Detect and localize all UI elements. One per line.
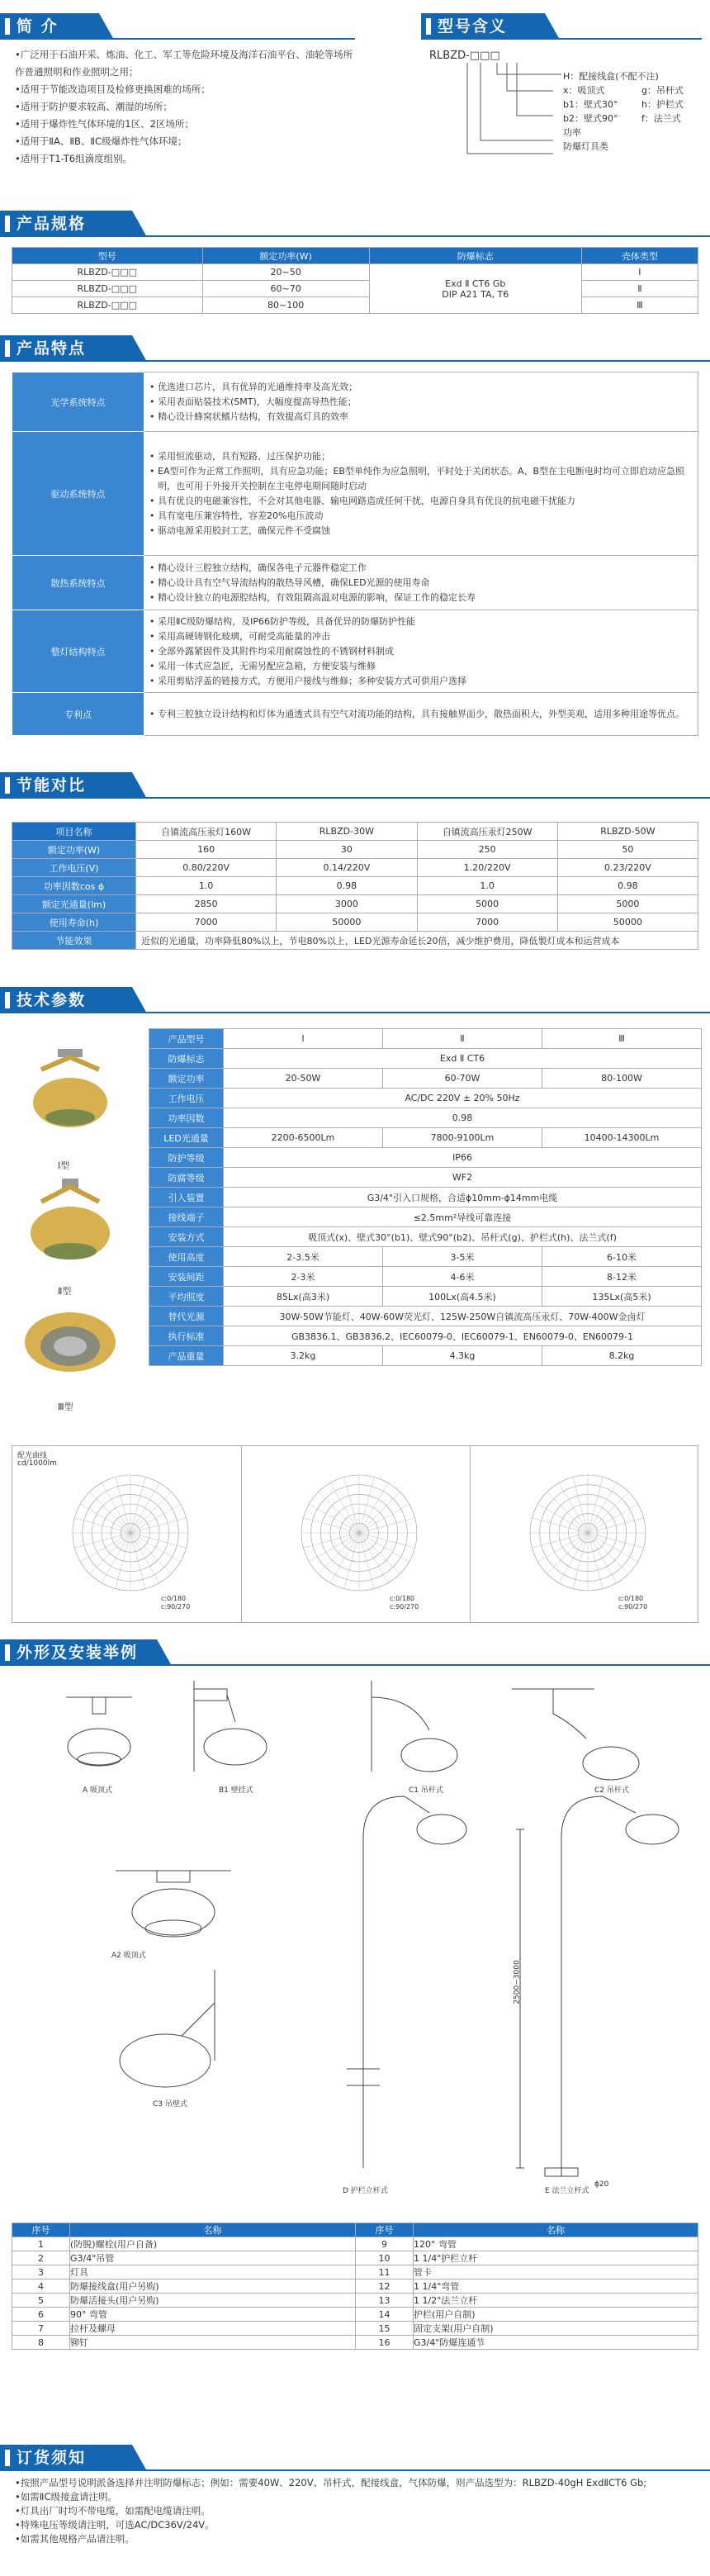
intro-item: • 适用于节能改造项目及检修更换困难的场所；: [15, 81, 353, 98]
install-caption: A2 吸顶式: [111, 1952, 146, 1960]
polar-box: [12, 1445, 698, 1623]
intro-item: • 广泛用于石油开采、炼油、化工、军工等危险环境及海洋石油平台、油轮等场所作普通照明和作业照明之用；: [15, 46, 353, 81]
spec-section: [0, 211, 710, 334]
polar-legend-1: c:0/180 c:90/270: [161, 1595, 191, 1611]
install-caption: B1 壁挂式: [219, 1786, 253, 1795]
lamp-type2-image: [25, 1177, 116, 1268]
spec-header: 产品规格: [0, 211, 132, 237]
install-caption: C3 吊壁式: [153, 2100, 187, 2109]
model-legend: H：配接线盒(不配不注) x：吸顶式 g：吊杆式 b1：壁式30° h：护栏式 b2：壁式90° f：法兰式 功率 防爆灯具类: [563, 71, 684, 152]
saving-header: 节能对比: [0, 772, 132, 799]
polar-title: 配光曲线: [17, 1452, 48, 1460]
model-header: [421, 13, 545, 40]
features-table: 光学系统特点 • 优选进口芯片，具有优异的光通维持率及高光效； • 采用表面贴装技术(SMT)，大幅度提高导热性能； • 精心设计蜂窝状鳍片结构，有效提高灯具的效率 驱动系统特点 • 采用恒流驱动，具有短路、过压保护功能； • EA型可作为正常工作照明，具有应急功能；EB型单纯作为应急照明，平时处于关闭状态。A、B型在主电断电时均可立即启动应急照明，也可用于外接开关控制在主电停电期间随时启动 • 具有优良的电磁兼容性，不会对其他电器、输电网路造成任何干扰，电源自身具有优良的抗电磁干扰能力 • 具有宽电压兼容特性，容差20%电压波动 • 驱动电源采用胶封工艺，确保元件不受腐蚀 散热系统特点 • 精心设计三腔独立结构，确保各电子元器件稳定工作 • 精心设计具有空气导流结构的散热导风槽，确保LED光源的使用寿命 • 精心设计独立的电源腔结构，有效阻隔高温对电源的影响，保证工作的稳定长寿 整灯结构特点 • 采用ⅡC级防爆结构，及IP66防护等级，具备优异的防爆防护性能 • 采用高硬铸钢化玻璃，可耐受高能量的冲击 • 全部外露紧固件及其附件均采用耐腐蚀性的不锈钢材料制成 • 采用一体式应急匠，无需另配应急箱，方便安装与维修 • 采用剪贴浮盖的链接方式，方便用户接线与维修；多种安装方式可供用户选择 专利点 • 专利三腔独立设计结构和灯体为通透式具有空气对流功能的结构，具有接触界面少，散热面积大，外型美观，适用多种用途等优点。: [12, 372, 698, 736]
type2-caption: Ⅱ型: [58, 1286, 72, 1297]
parts-table: 序号 名称 序号 名称 1 (防脱)螺栓(用户自备) 9 120° 弯管 2 G3/4"吊管 10 1 1/4"护栏立杆 3 灯具 11 管卡 4 防爆接线盒(用户另购) 12 1 1/4"弯管 5 防爆活接头(用户另购) 13 1 1/2"法兰立杆 6 90° 弯管 14 护栏(用户自制) 7 拉杆及螺母 15 固定支架(用户自制) 8 铆钉 16 G3/4"防爆连通节: [12, 2223, 698, 2350]
model-diagram: [429, 50, 702, 198]
install-caption: D 护栏立杆式: [343, 2187, 388, 2195]
install-caption: A 吸顶式: [83, 1786, 113, 1795]
lamp-type1-image: [25, 1045, 116, 1136]
tech-section: [0, 987, 710, 1631]
polar-legend-3: c:0/180 c:90/270: [618, 1595, 648, 1611]
features-section: [0, 335, 710, 765]
model-code: RLBZD-□□□: [429, 50, 500, 62]
model-title: 型号含义: [438, 17, 508, 36]
install-diameter: ϕ20: [594, 2180, 609, 2189]
polar-chart-2: [297, 1463, 421, 1603]
saving-section: [0, 772, 710, 962]
install-header: 外形及安装举例: [0, 1639, 157, 1666]
install-caption: C2 吊杆式: [594, 1786, 629, 1795]
order-item: • 灯具出厂时均不带电缆，如需配电缆请注明。: [15, 2504, 700, 2518]
polar-legend-2: c:0/180 c:90/270: [390, 1595, 419, 1611]
install-section: [0, 1639, 710, 2348]
saving-table: 项目名称 自镇流高压汞灯160W RLBZD-30W 自镇流高压汞灯250W RLBZD-50W 额定功率(W) 160 30 250 50 工作电压(V) 0.80/220V 0.14/220V 1.20/220V 0.23/220V 功率因数cos ϕ 1.0 0.98 1.0 0.98 额定光通量(lm) 2850 3000 5000 5000 使用寿命(h) 7000 50000 7000 50000 节能效果 近似的光通量，功率降低80%以上，节电80%以上，LED光源寿命延长20倍，减少维护费用，降低製灯成本和运营成本: [12, 822, 698, 950]
install-caption: E 法兰立杆式: [545, 2187, 589, 2195]
install-caption: C1 吊杆式: [409, 1786, 443, 1795]
order-item: • 如需其他规格产品请注明。: [15, 2532, 700, 2546]
install-drawings: [0, 1672, 710, 2209]
tech-table: 产品型号 Ⅰ Ⅱ Ⅲ 防爆标志 Exd Ⅱ CT6 额定功率 20-50W 60-70W 80-100W 工作电压 AC/DC 220V ± 20% 50Hz 功率因数 0.98 LED光通量 2200-6500Lm 7800-9100Lm 10400-14300Lm 防护等级 IP66 防腐等级 WF2 引入装置 G3/4"引入口规格，合适ϕ10mm-ϕ14mm电缆 接线端子 ≤2.5mm²导线可靠连接 安装方式 吸顶式(x)、壁式30°(b1)、壁式90°(b2)、吊杆式(g)、护栏式(h)、法兰式(f) 使用高度 2-3.5米 3-5米 6-10米 安装间距 2-3米 4-6米 8-12米 平均照度 85Lx(高3米) 100Lx(高4.5米) 135Lx(高5米) 替代光源 30W-50W节能灯、40W-60W荧光灯、125W-250W自镇流高压汞灯、70W-400W金卤灯 执行标准 GB3836.1、GB3836.2、IEC60079-0、IEC60079-1、EN60079-0、EN60079-1 产品重量 3.2kg 4.3kg 8.2kg: [149, 1028, 702, 1366]
intro-section: [0, 0, 710, 215]
type1-caption: Ⅰ型: [58, 1160, 70, 1171]
order-item: • 按照产品型号说明派备选择并注明防爆标志；例如：需要40W、220V、吊杆式，配接线盒，气体防爆，则产品选型为：RLBZD-40gH ExdⅡCT6 Gb;: [15, 2476, 700, 2490]
features-header: 产品特点: [0, 335, 132, 362]
intro-item: • 适用于ⅡA、ⅡB、ⅡC级爆炸性气体环境；: [15, 133, 353, 150]
order-list: [15, 2476, 700, 2546]
intro-item: • 适用于爆炸性气体环境的1区、2区场所；: [15, 116, 353, 133]
order-item: • 如需ⅡC级接盒请注明。: [15, 2490, 700, 2504]
polar-unit: cd/1000lm: [17, 1459, 57, 1468]
polar-chart-1: [69, 1463, 192, 1603]
intro-title: 简 介: [17, 17, 59, 36]
type3-caption: Ⅲ型: [58, 1402, 73, 1412]
intro-header: [0, 13, 99, 40]
tech-header: 技术参数: [0, 987, 132, 1013]
polar-chart-3: [526, 1463, 650, 1603]
order-section: [0, 2445, 710, 2576]
intro-item: • 适用于T1-T6组滴度组别。: [15, 150, 353, 168]
order-item: • 特殊电压等级请注明，可选AC/DC36V/24V。: [15, 2518, 700, 2532]
lamp-type3-image: [23, 1309, 118, 1383]
intro-list: [15, 46, 353, 168]
order-header: 订货须知: [0, 2445, 132, 2471]
install-dimension: 2500~3000: [513, 1960, 522, 2004]
spec-table: 型号 额定功率(W) 防爆标志 壳体类型 RLBZD-□□□ 20~50 Exd Ⅱ CT6 Gb DIP A21 TA, T6 Ⅰ RLBZD-□□□ 60~70 Ⅱ RLBZD-□□□ 80~100 Ⅲ: [12, 247, 698, 314]
intro-item: • 适用于防护要求较高、潮湿的场所；: [15, 98, 353, 116]
